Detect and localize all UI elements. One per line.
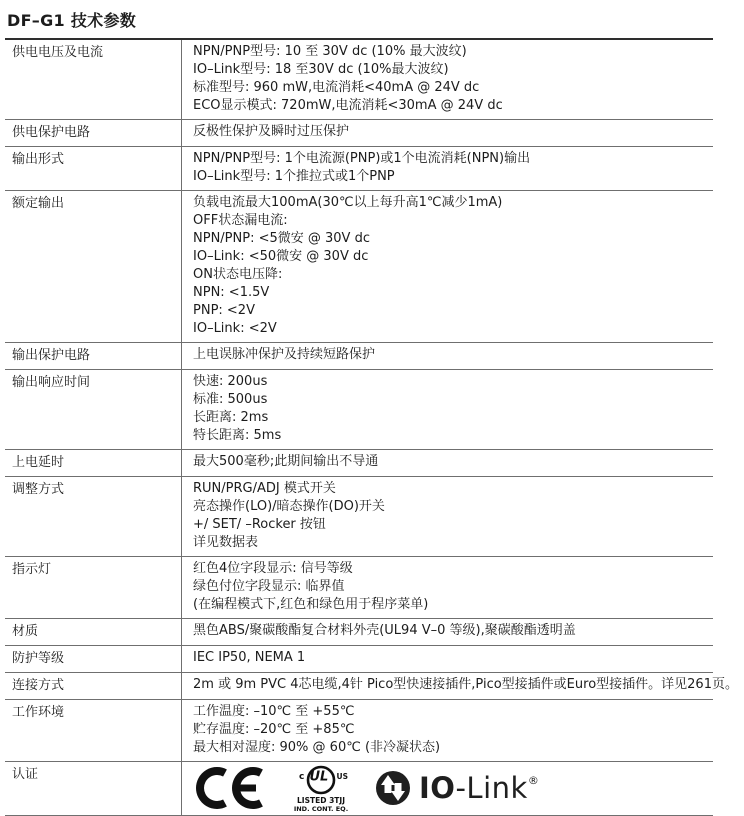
spec-line: 长距离: 2ms (193, 410, 269, 425)
spec-label: 调整方式 (12, 482, 65, 497)
table-row (5, 40, 713, 120)
spec-label: 上电延时 (12, 455, 65, 470)
spec-value (181, 762, 713, 815)
spec-label: 材质 (12, 624, 39, 639)
spec-line: 特长距离: 5ms (193, 428, 282, 443)
spec-line: +/ SET/ –Rocker 按钮 (193, 517, 326, 532)
spec-value (181, 191, 713, 342)
ul-letter-u: UL (309, 769, 329, 785)
spec-table (5, 38, 738, 816)
spec-line: 反极性保护及瞬时过压保护 (193, 124, 350, 139)
table-row (5, 762, 713, 816)
spec-value (181, 673, 744, 699)
spec-line: IEC IP50, NEMA 1 (193, 650, 306, 665)
spec-value (181, 120, 713, 146)
spec-value (181, 450, 713, 476)
spec-value (181, 40, 713, 119)
spec-label: 额定输出 (12, 196, 65, 211)
cul-us-listed-icon (291, 764, 351, 812)
ce-mark-icon (193, 768, 267, 808)
spec-line: NPN/PNP型号: 10 至 30V dc (10% 最大波纹) (193, 44, 467, 59)
table-row (5, 700, 713, 762)
spec-label: 供电保护电路 (12, 125, 91, 140)
spec-value (181, 343, 713, 369)
spec-line: PNP: <2V (193, 303, 255, 318)
table-row (5, 370, 713, 450)
spec-value (181, 700, 713, 761)
spec-line: IO–Link: <2V (193, 321, 277, 336)
spec-label: 输出保护电路 (12, 348, 91, 363)
spec-line: NPN/PNP: <5微安 @ 30V dc (193, 231, 370, 246)
spec-line: RUN/PRG/ADJ 模式开关 (193, 481, 336, 496)
io-link-wordmark (419, 770, 540, 805)
spec-line: ECO显示模式: 720mW,电流消耗<30mA @ 24V dc (193, 98, 503, 113)
spec-line: 工作温度: –10℃ 至 +55℃ (193, 704, 355, 719)
spec-line: 详见数据表 (193, 535, 259, 550)
table-row (5, 477, 713, 557)
spec-line: IO–Link: <50微安 @ 30V dc (193, 249, 369, 264)
spec-line: 最大相对湿度: 90% @ 60℃ (非冷凝状态) (193, 740, 441, 755)
table-row (5, 147, 713, 191)
spec-line: OFF状态漏电流: (193, 213, 288, 228)
spec-line: 亮态操作(LO)/暗态操作(DO)开关 (193, 499, 385, 514)
table-row (5, 343, 713, 370)
table-row (5, 120, 713, 147)
spec-line: ON状态电压降: (193, 267, 283, 282)
spec-line: 黑色ABS/聚碳酸酯复合材料外壳(UL94 V–0 等级),聚碳酸酯透明盖 (193, 623, 576, 638)
registered-mark: ® (527, 773, 540, 787)
spec-line: IO–Link型号: 18 至30V dc (10%最大波纹) (193, 62, 449, 77)
spec-value (181, 147, 713, 190)
spec-label: 认证 (12, 767, 39, 782)
table-row (5, 673, 738, 700)
spec-value (181, 619, 713, 645)
io-link-link-text: -Link (455, 770, 528, 805)
ul-c-label: c (299, 772, 305, 782)
spec-line: 上电误脉冲保护及持续短路保护 (193, 347, 376, 362)
table-row (5, 646, 713, 673)
table-row (5, 450, 713, 477)
spec-label: 输出形式 (12, 152, 65, 167)
page-title: DF–G1 技术参数 (7, 11, 137, 30)
spec-line: 标准: 500us (193, 392, 268, 407)
spec-line: 快速: 200us (193, 374, 268, 389)
spec-page (0, 8, 738, 816)
spec-line: NPN/PNP型号: 1个电流源(PNP)或1个电流消耗(NPN)输出 (193, 151, 531, 166)
spec-line: 标准型号: 960 mW,电流消耗<40mA @ 24V dc (193, 80, 480, 95)
table-row (5, 619, 713, 646)
spec-line: 负载电流最大100mA(30℃以上每升高1℃减少1mA) (193, 195, 503, 210)
spec-value (181, 557, 713, 618)
spec-line: 绿色付位字段显示: 临界值 (193, 579, 345, 594)
spec-label: 连接方式 (12, 678, 65, 693)
spec-label: 供电电压及电流 (12, 45, 104, 60)
table-row (5, 191, 713, 343)
spec-label: 指示灯 (12, 562, 52, 577)
spec-line: 最大500毫秒;此期间输出不导通 (193, 454, 379, 469)
spec-line: 2m 或 9m PVC 4芯电缆,4针 Pico型快速接插件,Pico型接插件或Euro型接插件。详见261页。 (193, 677, 738, 692)
certification-logos (193, 765, 707, 811)
spec-label: 输出响应时间 (12, 375, 91, 390)
io-link-io-text: IO (419, 770, 456, 805)
spec-value (181, 477, 713, 556)
spec-line: NPN: <1.5V (193, 285, 270, 300)
spec-line: 红色4位字段显示: 信号等级 (193, 561, 353, 576)
spec-label: 防护等级 (12, 651, 65, 666)
spec-value (181, 646, 713, 672)
spec-label: 工作环境 (12, 705, 65, 720)
ul-ind-cont-text: IND. CONT. EQ. (293, 805, 349, 813)
table-row (5, 557, 713, 619)
spec-line: IO–Link型号: 1个推拉式或1个PNP (193, 169, 395, 184)
ul-listed-text: LISTED 3TJJ (297, 796, 345, 805)
io-link-logo (375, 770, 539, 806)
spec-line: (在编程模式下,红色和绿色用于程序菜单) (193, 597, 429, 612)
io-link-icon (375, 770, 411, 806)
ul-us-label: US (336, 772, 348, 781)
spec-line: 贮存温度: –20℃ 至 +85℃ (193, 722, 355, 737)
spec-value (181, 370, 713, 449)
